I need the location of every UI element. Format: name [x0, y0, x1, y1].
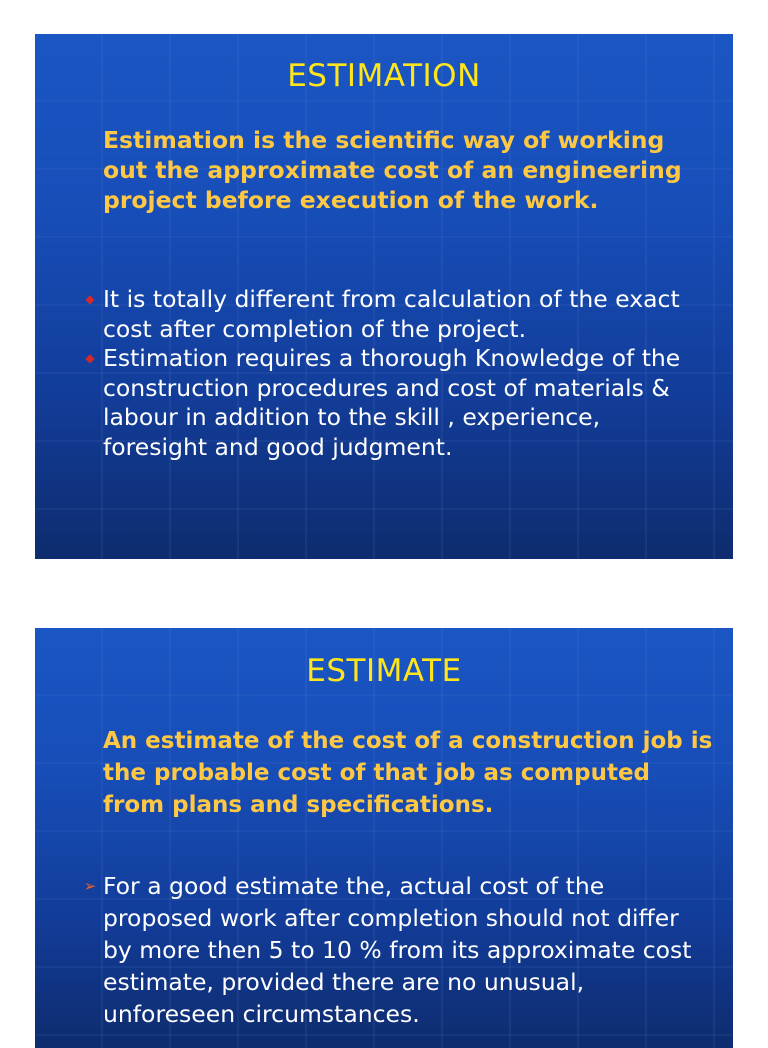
slide-title: ESTIMATION	[287, 58, 481, 94]
arrow-bullet-icon: ➢	[83, 877, 97, 895]
slide-estimate	[35, 628, 733, 1048]
bullet-text: For a good estimate the, actual cost of the proposed work after completion should not differ by more then 5 to 10 % from its approximate cost estimate, provided there are no unusual, unforeseen circumstances.	[103, 872, 692, 1028]
definition-text: An estimate of the cost of a construction job is the probable cost of that job as computed from plans and specifications.	[103, 728, 713, 818]
diamond-bullet-icon: ◆	[85, 292, 95, 306]
bullet-list	[77, 870, 711, 1030]
bullet-text: It is totally different from calculation of the exact cost after completion of the project.	[103, 285, 680, 343]
bullet-text: Estimation requires a thorough Knowledge of the construction procedures and cost of materials & labour in addition to the skill , experience, foresight and good judgment.	[103, 344, 681, 461]
bullet-item	[77, 344, 711, 462]
definition-text: Estimation is the scientific way of working out the approximate cost of an engineering project before execution of the work.	[103, 126, 682, 214]
bullet-item	[77, 285, 711, 344]
bullet-item	[77, 870, 711, 1030]
bullet-list	[77, 285, 711, 462]
slide-title: ESTIMATE	[306, 653, 462, 689]
diamond-bullet-icon: ◆	[85, 351, 95, 365]
slide-estimation	[35, 34, 733, 559]
